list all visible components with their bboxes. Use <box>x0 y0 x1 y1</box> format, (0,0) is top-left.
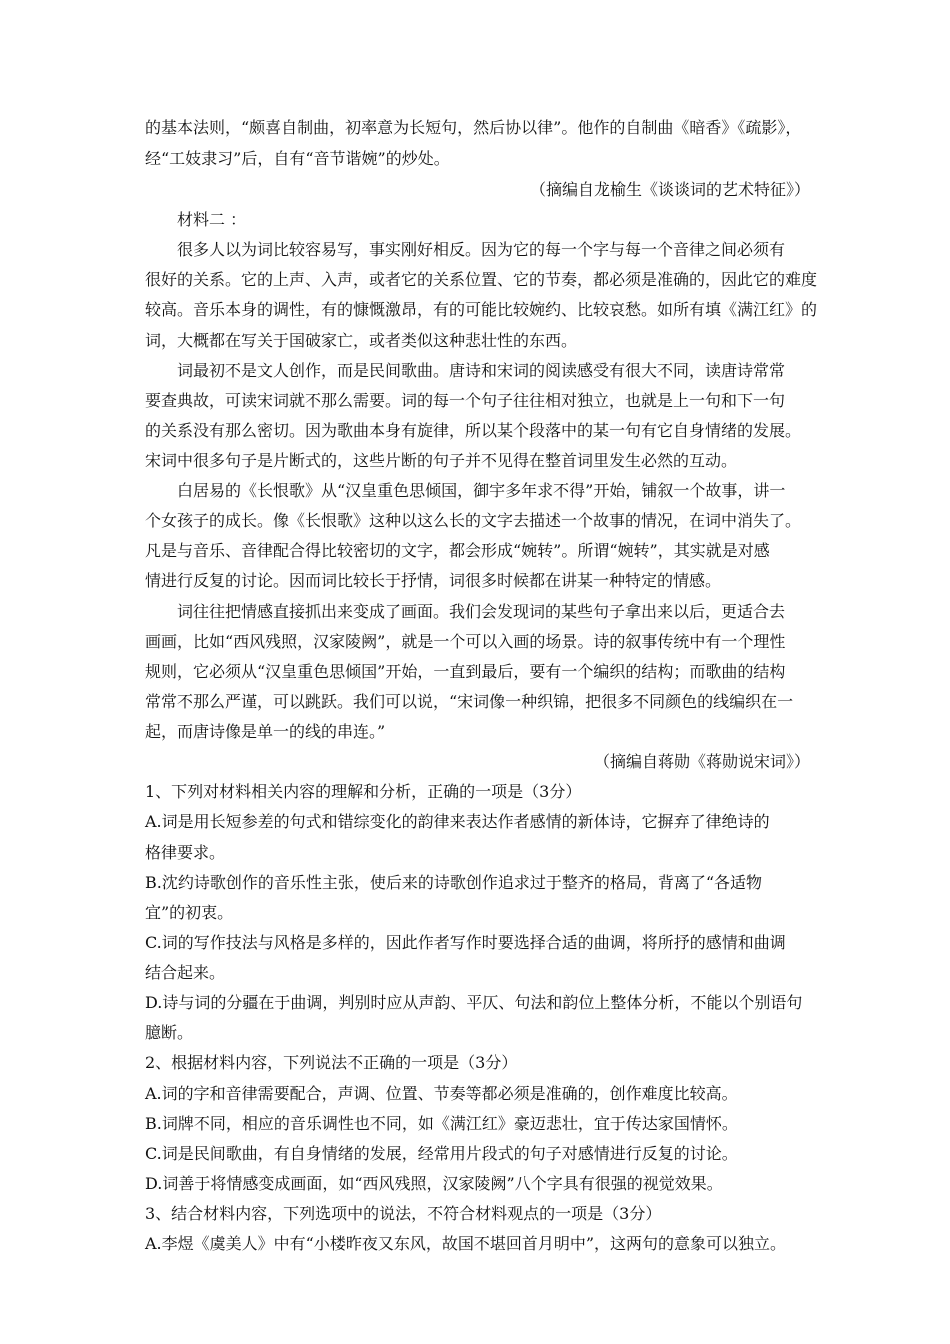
text-line: 规则，它必须从“汉皇重色思倾国”开始，一直到最后，要有一个编织的结构；而歌曲的结构 <box>145 662 786 681</box>
text-line: 白居易的《长恨歌》从“汉皇重色思倾国，御宇多年求不得”开始，铺叙一个故事，讲一 <box>177 481 786 500</box>
text-line: 2、根据材料内容，下列说法不正确的一项是（3分） <box>145 1053 518 1072</box>
text-line: D.词善于将情感变成画面，如“西风残照，汉家陵阙”八个字具有很强的视觉效果。 <box>145 1174 723 1193</box>
text-line: D.诗与词的分疆在于曲调，判别时应从声韵、平仄、句法和韵位上整体分析，不能以个别语句 <box>145 993 803 1012</box>
text-line: A.李煜《虞美人》中有“小楼昨夜又东风，故国不堪回首月明中”，这两句的意象可以独立。 <box>145 1234 787 1253</box>
text-line: A.词是用长短参差的句式和错综变化的韵律来表达作者感情的新体诗，它摒弃了律绝诗的 <box>145 812 770 831</box>
text-line: 材料二 ： <box>177 210 247 229</box>
text-line: 词往往把情感直接抓出来变成了画面。我们会发现词的某些句子拿出来以后，更适合去 <box>177 602 786 621</box>
text-line: 宜”的初衷。 <box>145 903 234 922</box>
text-line: 结合起来。 <box>145 963 226 982</box>
text-line: 3、结合材料内容，下列选项中的说法，不符合材料观点的一项是（3分） <box>145 1204 662 1223</box>
text-line: 画画，比如“西风残照，汉家陵阙”，就是一个可以入画的场景。诗的叙事传统中有一个理性 <box>145 632 786 651</box>
text-line: 起，而唐诗像是单一的线的串连。” <box>145 722 386 741</box>
text-line: 1、下列对材料相关内容的理解和分析，正确的一项是（3分） <box>145 782 582 801</box>
text-line: 格律要求。 <box>145 843 226 862</box>
text-line: 常常不那么严谨，可以跳跃。我们可以说，“宋词像一种织锦，把很多不同颜色的线编织在一 <box>145 692 794 711</box>
text-line: 很多人以为词比较容易写，事实刚好相反。因为它的每一个字与每一个音律之间必须有 <box>177 240 786 259</box>
text-line: 词最初不是文人创作，而是民间歌曲。唐诗和宋词的阅读感受有很大不同，读唐诗常常 <box>177 361 786 380</box>
text-line: 经“工妓隶习”后，自有“音节谐婉”的炒处。 <box>145 149 450 168</box>
text-line: 情进行反复的讨论。因而词比较长于抒情，词很多时候都在讲某一种特定的情感。 <box>145 571 722 590</box>
text-line: 凡是与音乐、音律配合得比较密切的文字，都会形成“婉转”。所谓“婉转”，其实就是对感 <box>145 541 770 560</box>
text-line: A.词的字和音律需要配合，声调、位置、节奏等都必须是准确的，创作难度比较高。 <box>145 1084 738 1103</box>
text-line: 宋词中很多句子是片断式的，这些片断的句子并不见得在整首词里发生必然的互动。 <box>145 451 738 470</box>
text-line: 较高。音乐本身的调性，有的慷慨激昂，有的可能比较婉约、比较哀愁。如所有填《满江红》的 <box>145 300 818 319</box>
text-line: 要查典故，可读宋词就不那么需要。词的每一个句子往往相对独立，也就是上一句和下一句 <box>145 391 786 410</box>
text-line: B.沈约诗歌创作的音乐性主张，使后来的诗歌创作追求过于整齐的格局，背离了“各适物 <box>145 873 763 892</box>
text-line: 的关系没有那么密切。因为歌曲本身有旋律，所以某个段落中的某一句有它自身情绪的发展。 <box>145 421 802 440</box>
text-line: C.词的写作技法与风格是多样的，因此作者写作时要选择合适的曲调，将所抒的感情和曲调 <box>145 933 786 952</box>
text-line: 很好的关系。它的上声、入声，或者它的关系位置、它的节奏，都必须是准确的，因此它的难度 <box>145 270 818 289</box>
text-line: 臆断。 <box>145 1023 194 1042</box>
text-line: C.词是民间歌曲，有自身情绪的发展，经常用片段式的句子对感情进行反复的讨论。 <box>145 1144 738 1163</box>
text-line: 个女孩子的成长。像《长恨歌》这种以这么长的文字去描述一个故事的情况，在词中消失了。 <box>145 511 802 530</box>
text-line: （摘编自蒋勋《蒋勋说宋词》） <box>593 752 810 771</box>
text-line: 的基本法则，“颇喜自制曲，初率意为长短句，然后协以律”。他作的自制曲《暗香》《疏影》， <box>145 118 802 137</box>
text-line: 词，大概都在写关于国破家亡，或者类似这种悲壮性的东西。 <box>145 331 578 350</box>
text-line: B.词牌不同，相应的音乐调性也不同，如《满江红》豪迈悲壮，宜于传达家国情怀。 <box>145 1114 738 1133</box>
text-line: （摘编自龙榆生《谈谈词的艺术特征》） <box>529 180 810 199</box>
